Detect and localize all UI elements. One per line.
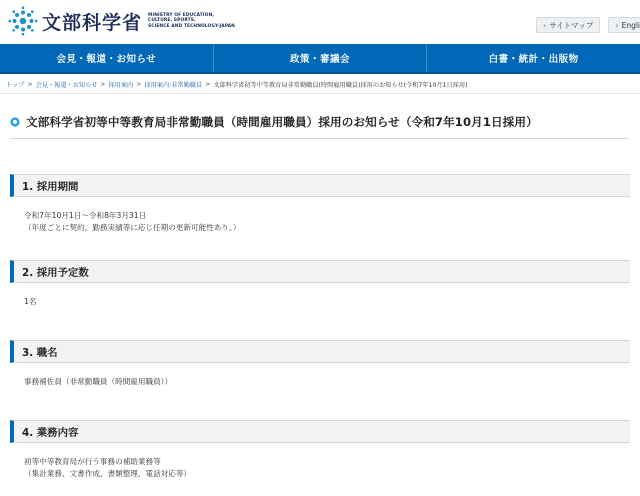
global-nav xyxy=(0,44,640,74)
nav-item-press[interactable]: 会見・報道・お知らせ xyxy=(0,44,214,72)
chevron-right-icon: › xyxy=(542,20,547,30)
section-heading-period: 1. 採用期間 xyxy=(10,174,630,197)
breadcrumb-separator: > xyxy=(136,80,142,88)
body-line: 令和7年10月1日～令和8年3月31日 xyxy=(24,211,147,220)
breadcrumb-separator: > xyxy=(27,80,33,88)
section-heading-job-title: 3. 職名 xyxy=(10,340,630,363)
page-title-text: 文部科学省初等中等教育局非常勤職員（時間雇用職員）採用のお知らせ（令和7年10月1日採用） xyxy=(26,115,538,129)
section-heading-count: 2. 採用予定数 xyxy=(10,260,630,283)
body-line: 事務補佐員（非常勤職員（時間雇用職員）） xyxy=(24,377,173,386)
body-line: （集計業務、文書作成、書類整理、電話対応等） xyxy=(24,469,192,478)
breadcrumb-separator: > xyxy=(100,80,106,88)
breadcrumb-press[interactable]: 会見・報道・お知らせ xyxy=(35,81,98,89)
circle-bullet-icon xyxy=(10,117,20,127)
breadcrumb-recruit[interactable]: 採用案内 xyxy=(108,81,134,89)
site-header xyxy=(0,0,640,44)
nav-item-publications[interactable]: 白書・統計・出版物 xyxy=(488,54,579,65)
logo-text: 文部科学省 xyxy=(42,11,143,34)
section-body-job-title xyxy=(10,363,630,420)
sitemap-link[interactable]: › サイトマップ xyxy=(536,17,600,33)
chevron-right-icon: › xyxy=(615,20,619,30)
main-content xyxy=(10,174,630,496)
breadcrumb-separator: > xyxy=(205,80,211,88)
english-link[interactable]: › Engli xyxy=(608,17,640,33)
nav-item-policy[interactable]: 政策・審議会 xyxy=(214,44,428,72)
site-logo[interactable] xyxy=(8,6,235,36)
body-line: 初等中等教育局が行う事務の補助業務等 xyxy=(24,457,161,466)
logo-english-text: MINISTRY OF EDUCATION, CULTURE, SPORTS, SCIENCE AND TECHNOLOGY-JAPAN xyxy=(148,12,235,29)
section-body-period xyxy=(10,197,630,260)
body-line: （年度ごとに契約。勤務実績等に応じ任期の更新可能性あり。） xyxy=(24,223,241,232)
section-heading-duties: 4. 業務内容 xyxy=(10,420,630,443)
page-title xyxy=(10,108,628,139)
body-line: 1名 xyxy=(24,297,37,306)
utility-links xyxy=(536,17,640,33)
mext-emblem-icon xyxy=(8,6,38,36)
breadcrumb-recruit-parttime[interactable]: 採用案内:非常勤職員 xyxy=(144,81,203,89)
section-body-count xyxy=(10,283,630,340)
breadcrumb xyxy=(0,75,640,94)
breadcrumb-current: 文部科学省初等中等教育局非常勤職員(時間雇用職員)採用のお知らせ(令和7年10月1日採用) xyxy=(213,81,468,89)
breadcrumb-top[interactable]: トップ xyxy=(6,81,25,89)
